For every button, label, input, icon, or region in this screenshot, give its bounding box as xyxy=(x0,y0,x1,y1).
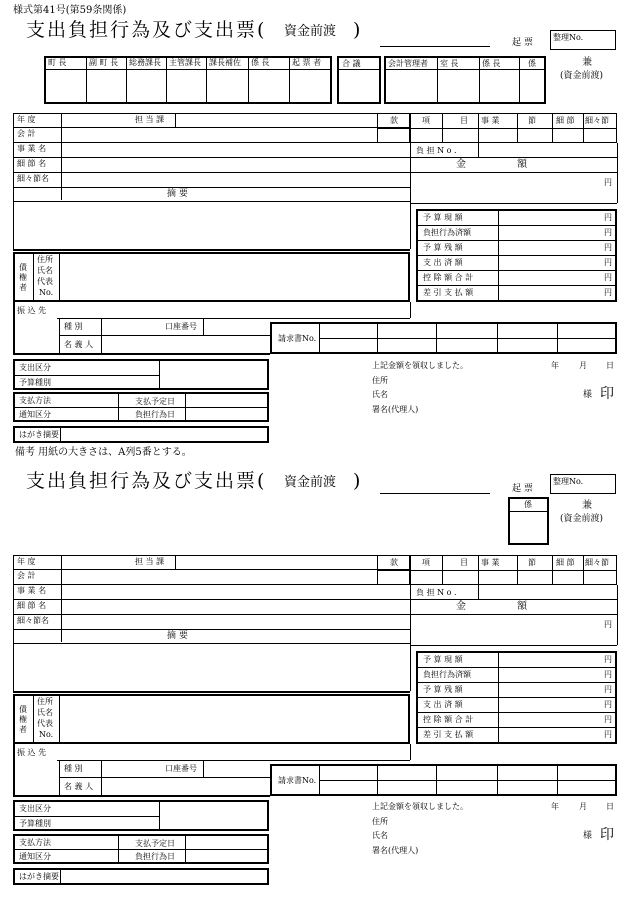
ken-sub-label-2: (資金前渡) xyxy=(560,514,604,524)
form-number: 様式第41号(第59条関係) xyxy=(13,5,127,16)
tsuchi-kubun-label: 通知区分 xyxy=(19,852,51,861)
shiharai-houhou-label: 支払方法 xyxy=(19,396,51,405)
saisetsu-label: 細 節 名 xyxy=(17,159,47,168)
seikyu-label: 請求書No. xyxy=(278,776,317,785)
kouza-label: 口座番号 xyxy=(165,322,197,331)
receipt-sama: 様 xyxy=(583,390,593,400)
futan-koui-bi-label: 負担行為日 xyxy=(135,410,175,419)
yosan-yen: 円 xyxy=(604,213,612,222)
budget-col: 節 xyxy=(528,558,536,567)
yosan-yen: 円 xyxy=(604,655,612,664)
receipt-day: 日 xyxy=(606,802,614,811)
tantouka-label: 担 当 課 xyxy=(135,115,165,124)
budget-col: 款 xyxy=(390,116,398,125)
kaikei-label: 会 計 xyxy=(17,571,36,580)
form-title-2: 支出負担行為及び支出票( xyxy=(26,470,267,492)
saiken-block-top xyxy=(13,252,410,302)
futan-kingaku-bottom xyxy=(410,585,617,645)
form-title-close: ) xyxy=(353,19,363,41)
yosan-item: 差 引 支 払 額 xyxy=(423,730,474,739)
shishutsu-kubun-label: 支出区分 xyxy=(19,363,51,372)
info-table-bottom xyxy=(13,555,410,691)
budget-col: 細々節 xyxy=(585,116,609,125)
saiken-block-bottom xyxy=(13,694,410,744)
shishutsu-block-top xyxy=(13,359,269,390)
approval-col-label: 起 票 者 xyxy=(292,58,322,67)
receipt-addr: 住所 xyxy=(372,376,388,385)
yosan-yen: 円 xyxy=(604,730,612,739)
kaikei-approval-block xyxy=(384,56,546,104)
kisou-label: 起 票 xyxy=(512,38,533,48)
form-title-close-2: ) xyxy=(353,470,363,492)
budget-code-table-top xyxy=(377,113,617,143)
tekiyo-label: 摘 要 xyxy=(167,631,188,641)
shishutsu-kubun-label: 支出区分 xyxy=(19,804,51,813)
title-underline xyxy=(380,46,490,47)
seiri-no-label-2: 整理No. xyxy=(553,477,584,486)
yosan-item: 控 除 額 合 計 xyxy=(423,715,474,724)
saiken-no: No. xyxy=(39,730,54,739)
saiken-rep: 代表 xyxy=(37,277,53,286)
jigyo-label: 事 業 名 xyxy=(17,144,47,153)
gougi-label: 合 議 xyxy=(342,59,361,68)
receipt-day: 日 xyxy=(606,361,614,370)
saiken-rep: 代表 xyxy=(37,719,53,728)
budget-col: 目 xyxy=(460,116,468,125)
shiharai-houhou-label: 支払方法 xyxy=(19,838,51,847)
shiharai-block-bottom xyxy=(13,834,269,864)
receipt-agent: 署名(代理人) xyxy=(372,405,419,414)
yosan-item: 負担行為済額 xyxy=(423,228,471,237)
meigi-label: 名 義 人 xyxy=(64,782,94,791)
kingaku-label: 金 額 xyxy=(456,159,552,170)
yosan-item: 予 算 現 額 xyxy=(423,213,463,222)
seikyu-block-top xyxy=(270,322,617,354)
approval-cols-top xyxy=(46,57,332,103)
budget-col: 項 xyxy=(422,116,430,125)
yosan-yen: 円 xyxy=(604,258,612,267)
receipt-name: 氏名 xyxy=(372,831,388,840)
budget-col: 款 xyxy=(390,558,398,567)
nendo-label: 年 度 xyxy=(17,557,36,566)
seiri-no-label: 整理No. xyxy=(553,33,584,42)
ken-label-2: 兼 xyxy=(582,500,592,511)
receipt-month: 月 xyxy=(579,802,587,811)
meigi-label: 名 義 人 xyxy=(64,340,94,349)
jigyo-label: 事 業 名 xyxy=(17,586,47,595)
budget-col: 細々節 xyxy=(585,558,609,567)
furikomi-label: 振 込 先 xyxy=(17,748,47,757)
yosan-item: 差 引 支 払 額 xyxy=(423,288,474,297)
yosan-item: 予 算 現 額 xyxy=(423,655,463,664)
form-title: 支出負担行為及び支出票( xyxy=(26,19,267,41)
shiharai-yoteibi-label: 支払予定日 xyxy=(135,839,175,848)
ken-sub-label: (資金前渡) xyxy=(560,71,604,81)
approval-col-label: 町 長 xyxy=(48,58,67,67)
kakari-label: 係 xyxy=(524,500,532,509)
approval-col-label: 課長補佐 xyxy=(209,58,241,67)
futan-no-label: 負 担 N o . xyxy=(416,588,457,597)
tantouka-label: 担 当 課 xyxy=(135,557,165,566)
receipt-sama: 様 xyxy=(583,831,593,841)
approval-col-label: 総務課長 xyxy=(129,58,161,67)
receipt-text: 上記金額を領収しました。 xyxy=(372,802,468,811)
kisou-label-2: 起 票 xyxy=(512,484,533,494)
seiri-no-box[interactable] xyxy=(550,30,616,50)
budget-col: 細 節 xyxy=(556,116,575,125)
shubetsu-label: 種 別 xyxy=(64,764,83,773)
receipt-in: 印 xyxy=(600,386,614,402)
yosan-item: 支 出 済 額 xyxy=(423,258,463,267)
hagaki-label: はがき摘要 xyxy=(19,430,59,439)
yosan-yen: 円 xyxy=(604,228,612,237)
biko-note: 備考 用紙の大きさは、A列5番とする。 xyxy=(15,447,192,458)
tsuchi-kubun-label: 通知区分 xyxy=(19,410,51,419)
budget-col: 目 xyxy=(460,558,468,567)
furikomi-detail-top xyxy=(13,302,270,355)
info-table-top xyxy=(13,113,410,249)
yosan-shubetsu-label: 予算種別 xyxy=(19,378,51,387)
approval-col-label: 主管課長 xyxy=(169,58,201,67)
saisetsu-label: 細 節 名 xyxy=(17,601,47,610)
approval-col-label: 係 xyxy=(528,59,536,68)
seikyu-block-bottom xyxy=(270,764,617,796)
receipt-agent: 署名(代理人) xyxy=(372,846,419,855)
yosan-table-top xyxy=(416,209,617,302)
budget-col: 事 業 xyxy=(481,558,500,567)
approval-col-label: 副 町 長 xyxy=(89,58,119,67)
budget-code-table-bottom xyxy=(377,555,617,585)
yosan-item: 負担行為済額 xyxy=(423,670,471,679)
form-title-sub: 資金前渡 xyxy=(284,24,337,39)
yosan-yen: 円 xyxy=(604,715,612,724)
receipt-year: 年 xyxy=(551,361,559,370)
kingaku-yen: 円 xyxy=(604,178,612,187)
saiken-addr: 住所 xyxy=(37,255,53,264)
budget-col: 細 節 xyxy=(556,558,575,567)
budget-col: 事 業 xyxy=(481,116,500,125)
receipt-addr: 住所 xyxy=(372,817,388,826)
yosan-yen: 円 xyxy=(604,670,612,679)
hagaki-block-bottom xyxy=(13,868,269,885)
futan-koui-bi-label: 負担行為日 xyxy=(135,852,175,861)
receipt-month: 月 xyxy=(579,361,587,370)
approval-col-label: 室 長 xyxy=(440,59,459,68)
saiken-name: 氏名 xyxy=(37,708,53,717)
kingaku-yen: 円 xyxy=(604,620,612,629)
yosan-shubetsu-label: 予算種別 xyxy=(19,819,51,828)
shiharai-block-top xyxy=(13,392,269,422)
receipt-text: 上記金額を領収しました。 xyxy=(372,361,468,370)
approval-col-label: 係 長 xyxy=(251,58,270,67)
yosan-table-bottom xyxy=(416,651,617,744)
furikomi-label: 振 込 先 xyxy=(17,306,47,315)
yosan-item: 予 算 残 額 xyxy=(423,243,463,252)
receipt-name: 氏名 xyxy=(372,390,388,399)
tekiyo-label: 摘 要 xyxy=(167,189,188,199)
yosan-yen: 円 xyxy=(604,273,612,282)
hagaki-label: はがき摘要 xyxy=(19,872,59,881)
saisaisetsu-label: 細々節名 xyxy=(17,174,49,183)
form-title-sub-2: 資金前渡 xyxy=(284,475,337,490)
kaikei-label: 会 計 xyxy=(17,129,36,138)
yosan-yen: 円 xyxy=(604,288,612,297)
saiken-label: 債 権 者 xyxy=(19,705,27,734)
saiken-addr: 住所 xyxy=(37,697,53,706)
approval-col-label: 係 長 xyxy=(482,59,501,68)
budget-col: 節 xyxy=(528,116,536,125)
saiken-label: 債 権 者 xyxy=(19,263,27,292)
budget-col: 項 xyxy=(422,558,430,567)
approval-col-label: 会計管理者 xyxy=(388,59,428,68)
furikomi-detail-bottom xyxy=(13,744,270,797)
seiri-no-box-2[interactable] xyxy=(550,474,616,494)
ken-label: 兼 xyxy=(582,57,592,68)
shiharai-yoteibi-label: 支払予定日 xyxy=(135,397,175,406)
yosan-yen: 円 xyxy=(604,685,612,694)
receipt-in: 印 xyxy=(600,827,614,843)
receipt-year: 年 xyxy=(551,802,559,811)
saisaisetsu-label: 細々節名 xyxy=(17,616,49,625)
shubetsu-label: 種 別 xyxy=(64,322,83,331)
yosan-item: 控 除 額 合 計 xyxy=(423,273,474,282)
seikyu-label: 請求書No. xyxy=(278,334,317,343)
yosan-item: 支 出 済 額 xyxy=(423,700,463,709)
saiken-no: No. xyxy=(39,288,54,297)
hagaki-block-top xyxy=(13,426,269,443)
yosan-yen: 円 xyxy=(604,700,612,709)
kouza-label: 口座番号 xyxy=(165,764,197,773)
yosan-item: 予 算 残 額 xyxy=(423,685,463,694)
futan-no-label: 負 担 N o . xyxy=(416,146,457,155)
saiken-name: 氏名 xyxy=(37,266,53,275)
yosan-yen: 円 xyxy=(604,243,612,252)
kakari-approval-block xyxy=(508,497,549,545)
shishutsu-block-bottom xyxy=(13,800,269,831)
futan-kingaku-top xyxy=(410,143,617,203)
gougi-block xyxy=(337,56,381,104)
nendo-label: 年 度 xyxy=(17,115,36,124)
kingaku-label: 金 額 xyxy=(456,601,552,612)
